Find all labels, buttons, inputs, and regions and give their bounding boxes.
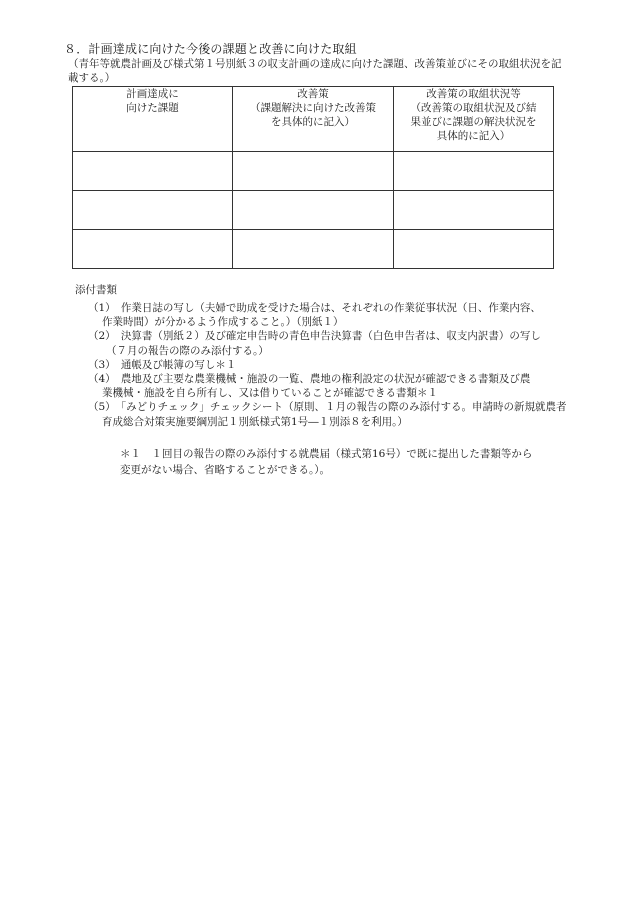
item-text: 通帳及び帳簿の写し＊１ <box>110 358 237 371</box>
header-issues <box>73 87 233 152</box>
item-text: 農地及び主要な農業機械・施設の一覧、農地の権利設定の状況が確認できる書類及び農 <box>110 373 531 386</box>
header-measures-line1: 改善策 <box>297 88 329 100</box>
header-issues-line2: 向けた課題 <box>126 102 179 114</box>
list-item <box>88 301 568 329</box>
cell-measure[interactable] <box>233 191 394 230</box>
item-continuation: 作業時間）が分かるよう作成すること。）（別紙１） <box>102 316 344 329</box>
header-status-line1: 改善策の取組状況等 <box>426 88 521 100</box>
cell-status[interactable] <box>394 191 554 230</box>
header-issues-line1: 計画達成に <box>126 88 179 100</box>
header-status <box>394 87 554 152</box>
item-number: （1） <box>88 302 111 314</box>
table-row <box>73 152 554 191</box>
list-item <box>88 400 568 428</box>
attachments-list <box>88 301 568 429</box>
item-continuation: 業機械・施設を自ら所有し、又は借りていることが確認できる書類＊１ <box>102 387 438 400</box>
list-item <box>88 329 568 357</box>
footnote-line1: ＊１ １回目の報告の際のみ添付する就農届（様式第16号）で既に提出した書類等から <box>120 448 533 460</box>
list-item <box>88 372 568 400</box>
section-title: ８．計画達成に向けた今後の課題と改善に向けた取組 <box>64 42 357 56</box>
header-status-line3: 果並びに課題の解決状況を <box>410 116 537 128</box>
item-continuation: （７月の報告の際のみ添付する。） <box>106 344 269 357</box>
cell-issue[interactable] <box>73 191 233 230</box>
item-text: 決算書（別紙２）及び確定申告時の青色申告決算書（白色申告者は、収支内訳書）の写し <box>110 330 541 343</box>
cell-measure[interactable] <box>233 230 394 269</box>
table-row <box>73 230 554 269</box>
item-text: 作業日誌の写し（夫婦で助成を受けた場合は、それぞれの作業従事状況（日、作業内容、 <box>110 302 541 314</box>
attachments-title: 添付書類 <box>75 284 117 296</box>
footnote <box>120 446 560 478</box>
item-text: 「みどりチェック」チェックシート（原則、１月の報告の際のみ添付する。申請時の新規就農者 <box>110 401 567 414</box>
table-row <box>73 191 554 230</box>
header-measures-line3: を具体的に記入） <box>271 116 355 128</box>
item-number: （3） <box>88 358 111 371</box>
list-item <box>88 358 568 372</box>
item-number: （4） <box>88 373 111 386</box>
footnote-line2: 変更がない場合、省略することができる。）。 <box>120 464 330 476</box>
plan-table <box>72 86 554 269</box>
header-status-line2: （改善策の取組状況及び結 <box>410 102 537 114</box>
header-measures <box>233 87 394 152</box>
item-number: （5） <box>88 401 111 414</box>
item-continuation: 育成総合対策実施要綱別記１別紙様式第1号―１別添８を利用。） <box>102 415 408 428</box>
section-note: （青年等就農計画及び様式第１号別紙３の収支計画の達成に向けた課題、改善策並びにその取組状況を記載する。） <box>68 58 562 84</box>
header-measures-line2: （課題解決に向けた改善策 <box>250 102 376 114</box>
item-number: （2） <box>88 330 111 343</box>
header-status-line4: 具体的に記入） <box>436 130 511 142</box>
cell-status[interactable] <box>394 152 554 191</box>
cell-issue[interactable] <box>73 230 233 269</box>
cell-status[interactable] <box>394 230 554 269</box>
cell-issue[interactable] <box>73 152 233 191</box>
cell-measure[interactable] <box>233 152 394 191</box>
table-header-row <box>73 87 554 152</box>
